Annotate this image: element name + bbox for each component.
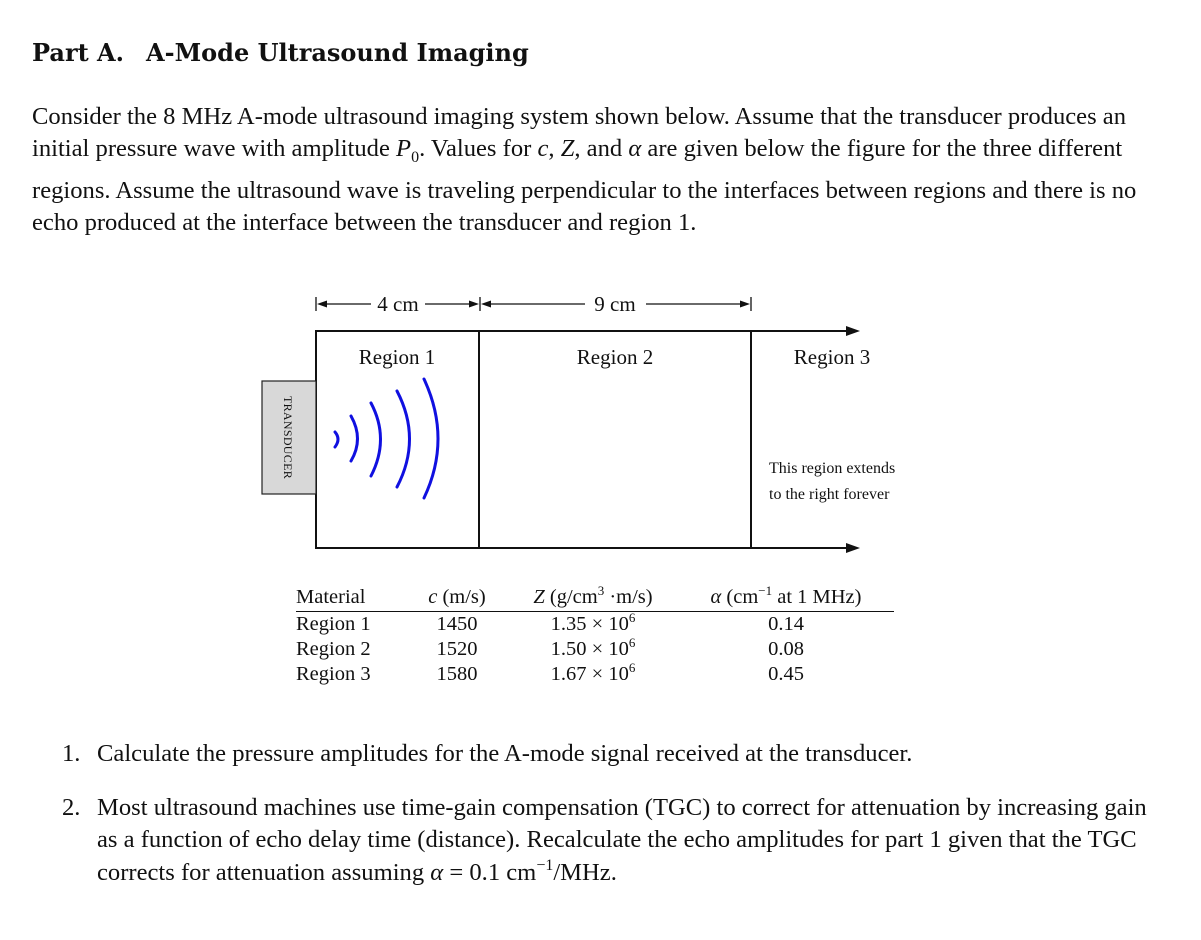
header-z [508,585,678,612]
section-title: A-Mode Ultrasound Imaging [146,38,529,67]
header-alpha [678,585,894,612]
row-z-exp: 6 [628,635,636,650]
row-z [508,612,678,638]
header-z-symbol: Z [533,586,545,608]
question-2-exp: −1 [536,856,554,874]
intro-text-a: Consider the 8 MHz A-mode ultrasound imaging system shown below. Assume that the transducer produces an initial pressure wave with amplitude [32,103,1127,163]
question-2-text-a: Most ultrasound machines use time-gain compensation (TGC) to correct for attenuation by increasing gain as a function of echo delay time (distance). Recalculate the echo amplitudes for part 1 given that the TGC corrects for attenuation assuming [97,794,1147,886]
transducer-label: TRANSDUCER [281,395,295,480]
table-row [296,637,894,662]
header-z-unit-exp: 3 [597,583,605,598]
intro-and: , and [574,135,629,163]
question-2-text-eq: = 0.1 cm [443,858,537,886]
symbol-p: P [396,135,412,163]
header-z-unit-b: ·m/s) [604,586,653,608]
part-label: Part A. [32,38,125,67]
row-material: Region 1 [296,613,371,635]
intro-text-c: are given below the figure for the three different regions. Assume the ultrasound wave is traveling perpendicular to the interfaces between regions and there is no echo produced at the interface between the transducer and region 1. [32,135,1137,237]
symbol-alpha: α [628,135,642,163]
sound-wave-icon [335,379,438,498]
symbol-p-subscript: 0 [411,149,420,167]
header-alpha-unit-a: (cm [721,586,759,608]
table-header-row [296,585,894,612]
symbol-z: Z [560,135,575,163]
header-alpha-unit-exp: −1 [758,583,773,598]
question-2-text [97,792,1172,889]
header-c [406,585,508,612]
row-z-mantissa: 1.67 × 10 [550,663,629,685]
row-z [508,637,678,662]
header-z-unit-a: (g/cm [544,586,598,608]
row-material: Region 3 [296,663,371,685]
intro-text-b: . Values for [419,135,538,163]
row-c: 1580 [436,663,478,685]
row-z [508,662,678,687]
material-properties-table [296,585,894,687]
header-material: Material [296,585,406,612]
row-material: Region 2 [296,638,371,660]
row-c: 1520 [436,638,478,660]
question-1-text: Calculate the pressure amplitudes for the A-mode signal received at the transducer. [97,740,913,767]
header-c-unit: (m/s) [437,586,486,608]
row-c: 1450 [436,613,478,635]
transducer [262,381,316,494]
question-1 [62,738,1172,770]
header-alpha-symbol: α [710,586,722,608]
symbol-c: c [537,135,549,163]
intro-comma: , [548,135,561,163]
region-1-label: Region 1 [358,345,436,369]
row-z-exp: 6 [628,610,636,625]
header-alpha-unit-b: at 1 MHz) [772,586,862,608]
row-alpha: 0.14 [768,613,804,635]
row-z-mantissa: 1.50 × 10 [550,638,629,660]
table-row [296,662,894,687]
region-3-label: Region 3 [793,345,871,369]
region-2-label: Region 2 [576,345,654,369]
question-2-text-b: /MHz. [553,858,617,886]
row-alpha: 0.08 [768,638,804,660]
question-2-number: 2. [62,794,81,821]
dimension-label-9cm: 9 cm [594,292,636,316]
table-row [296,612,894,638]
region-3-note-line-2: to the right forever [769,486,890,503]
row-alpha: 0.45 [768,663,804,685]
region-3-note-line-1: This region extends [769,460,896,477]
question-1-number: 1. [62,740,81,767]
header-c-symbol: c [428,586,438,608]
dimension-label-4cm: 4 cm [377,292,419,316]
row-z-exp: 6 [628,660,636,675]
question-2 [62,792,1172,889]
row-z-mantissa: 1.35 × 10 [550,613,629,635]
question-2-alpha: α [430,858,444,886]
